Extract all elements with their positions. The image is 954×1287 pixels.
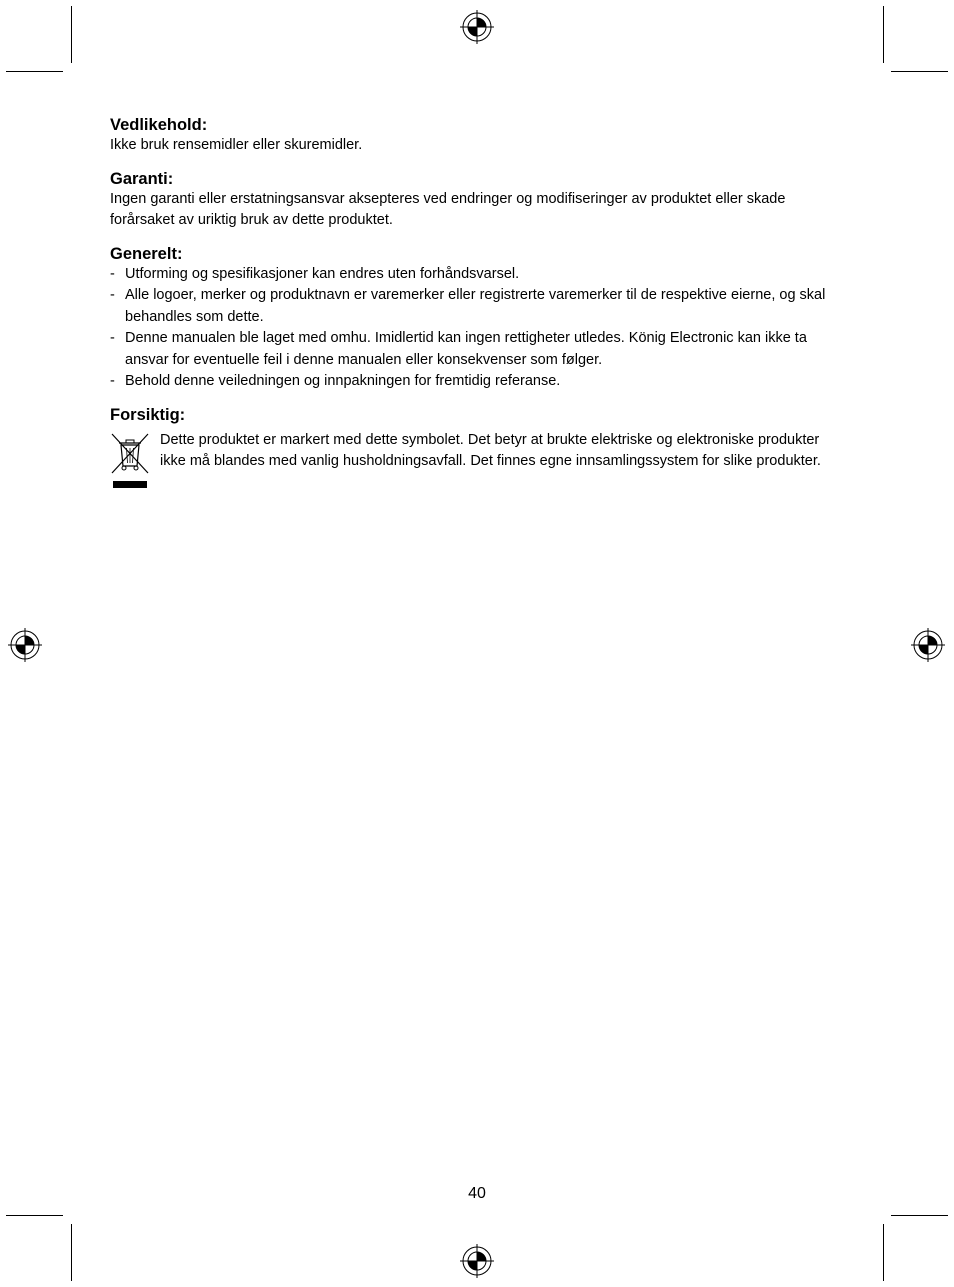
section-heading: Generelt: bbox=[110, 244, 183, 263]
list-item-text: Utforming og spesifikasjoner kan endres uten forhåndsvarsel. bbox=[125, 265, 520, 282]
list-item bbox=[110, 264, 845, 286]
section-heading: Garanti: bbox=[110, 169, 174, 188]
bullet-list bbox=[110, 264, 845, 393]
dash-bullet: - bbox=[110, 330, 115, 346]
dash-bullet: - bbox=[110, 265, 115, 282]
dash-bullet: - bbox=[110, 287, 115, 303]
crop-mark bbox=[891, 71, 948, 72]
crop-mark bbox=[71, 1224, 72, 1281]
crop-mark bbox=[883, 6, 884, 63]
section-garanti bbox=[110, 169, 845, 232]
crop-mark bbox=[6, 71, 63, 72]
section-vedlikehold bbox=[110, 115, 845, 157]
section-generelt bbox=[110, 244, 845, 393]
crop-mark bbox=[891, 1215, 948, 1216]
section-text: Ingen garanti eller erstatningsansvar aksepteres ved endringer og modifiseringer av produktet eller skade forårsaket av uriktig bruk av dette produktet. bbox=[110, 190, 786, 228]
section-heading: Vedlikehold: bbox=[110, 116, 208, 134]
registration-mark-icon bbox=[460, 10, 494, 44]
dash-bullet: - bbox=[110, 373, 115, 389]
page-content bbox=[110, 115, 845, 482]
weee-notice bbox=[110, 430, 845, 473]
list-item-text: Denne manualen ble laget med omhu. Imidlertid kan ingen rettigheter utledes. König Electronic kan ikke ta ansvar for eventuelle feil i denne manualen eller konsekvenser som følger. bbox=[125, 330, 807, 368]
section-text: Ikke bruk rensemidler eller skuremidler. bbox=[110, 137, 363, 153]
registration-mark-icon bbox=[911, 628, 945, 662]
list-item bbox=[110, 285, 845, 328]
section-forsiktig bbox=[110, 405, 845, 473]
crop-mark bbox=[71, 6, 72, 63]
registration-mark-icon bbox=[8, 628, 42, 662]
section-text: Dette produktet er markert med dette symbolet. Det betyr at brukte elektriske og elektroniske produkter ikke må blandes med vanlig husholdningsavfall. Det finnes egne innsamlingssystem for slike produkter. bbox=[160, 431, 821, 469]
page-number: 40 bbox=[468, 1185, 486, 1202]
list-item bbox=[110, 371, 845, 393]
list-item-text: Behold denne veiledningen og innpakningen for fremtidig referanse. bbox=[125, 373, 561, 389]
list-item bbox=[110, 328, 845, 371]
registration-mark-icon bbox=[460, 1244, 494, 1278]
list-item-text: Alle logoer, merker og produktnavn er varemerker eller registrerte varemerker til de respektive eierne, og skal behandles som dette. bbox=[125, 287, 826, 325]
weee-crossed-bin-icon bbox=[110, 433, 150, 491]
crop-mark bbox=[883, 1224, 884, 1281]
crop-mark bbox=[6, 1215, 63, 1216]
section-heading: Forsiktig: bbox=[110, 405, 186, 424]
